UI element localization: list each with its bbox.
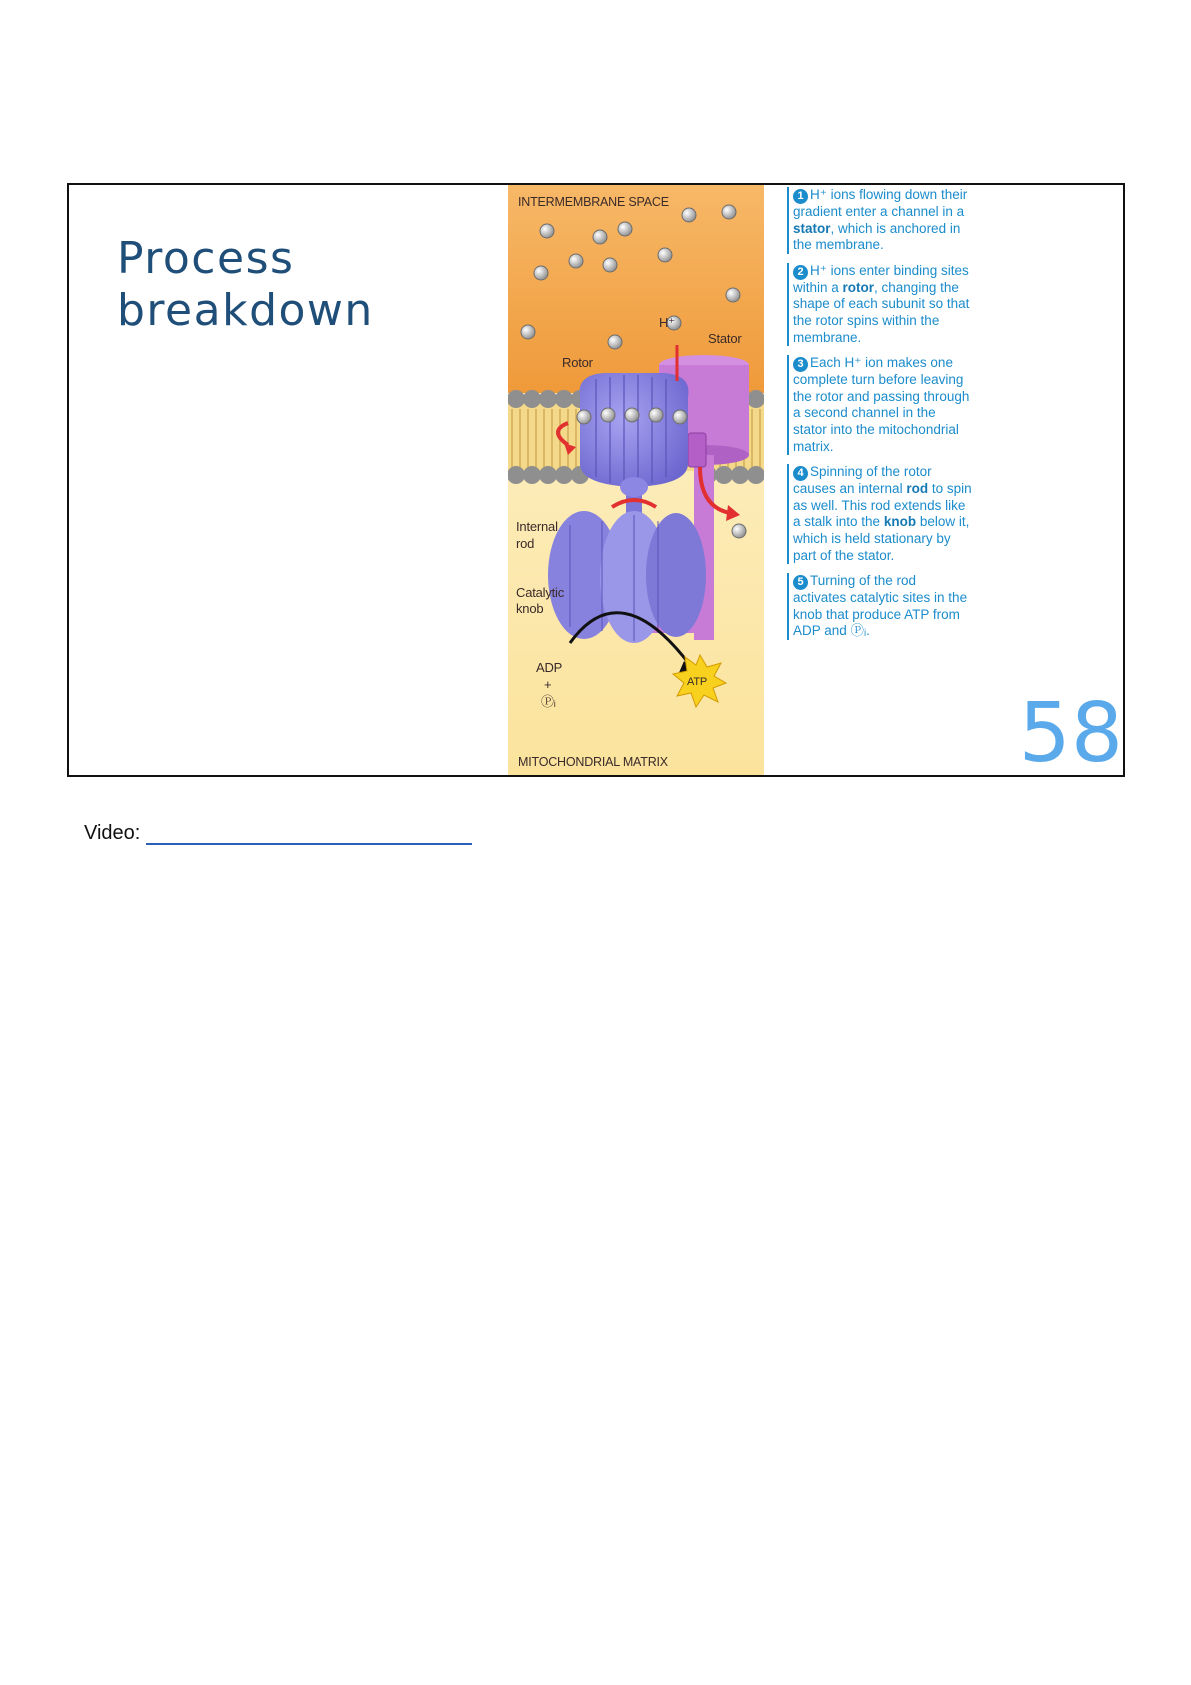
step-number: 2 (793, 265, 808, 280)
h-plus-label: H⁺ (659, 315, 675, 330)
slide (67, 183, 1125, 777)
slide-title (117, 233, 497, 337)
step-number: 4 (793, 466, 808, 481)
video-blank-line[interactable] (146, 823, 472, 845)
adp-label: ADP (536, 660, 563, 675)
slide-number: 58 (1018, 686, 1123, 777)
step-number: 5 (793, 575, 808, 590)
stator-label: Stator (708, 331, 742, 346)
step-number: 1 (793, 189, 808, 204)
title-line-1: Process (117, 233, 295, 284)
step-5: 5 Turning of the rod activates catalytic sites in the knob that produce ATP from ADP and Ⓟᵢ. (787, 573, 973, 640)
mitochondrial-matrix-label: MITOCHONDRIAL MATRIX (518, 755, 668, 769)
step-4: 4 Spinning of the rotor causes an internal rod to spin as well. This rod extends like a stalk into the knob below it, which is held stationary by part of the stator. (787, 464, 973, 564)
step-1: 1 H⁺ ions flowing down their gradient enter a channel in a stator, which is anchored in the membrane. (787, 187, 973, 254)
video-label: Video: (84, 822, 141, 844)
catalytic-knob-label-2: knob (516, 601, 544, 616)
catalytic-knob-label-1: Catalytic (516, 585, 565, 600)
steps-list (787, 187, 1087, 649)
atp-label: ATP (687, 676, 707, 688)
step-number: 3 (793, 357, 808, 372)
internal-rod-label-2: rod (516, 536, 535, 551)
step-3: 3 Each H⁺ ion makes one complete turn before leaving the rotor and passing through a second channel in the stator into the mitochondrial matrix. (787, 355, 973, 455)
plus-label: + (544, 677, 552, 692)
pi-label: Ⓟᵢ (541, 694, 556, 709)
title-line-2: breakdown (117, 285, 374, 336)
internal-rod-label-1: Internal (516, 519, 558, 534)
step-2: 2 H⁺ ions enter binding sites within a rotor, changing the shape of each subunit so that the rotor spins within the membrane. (787, 263, 973, 346)
intermembrane-space-label: INTERMEMBRANE SPACE (518, 195, 669, 209)
atp-synthase-figure (508, 185, 764, 777)
rotor-label: Rotor (562, 355, 593, 370)
video-field (84, 822, 472, 845)
